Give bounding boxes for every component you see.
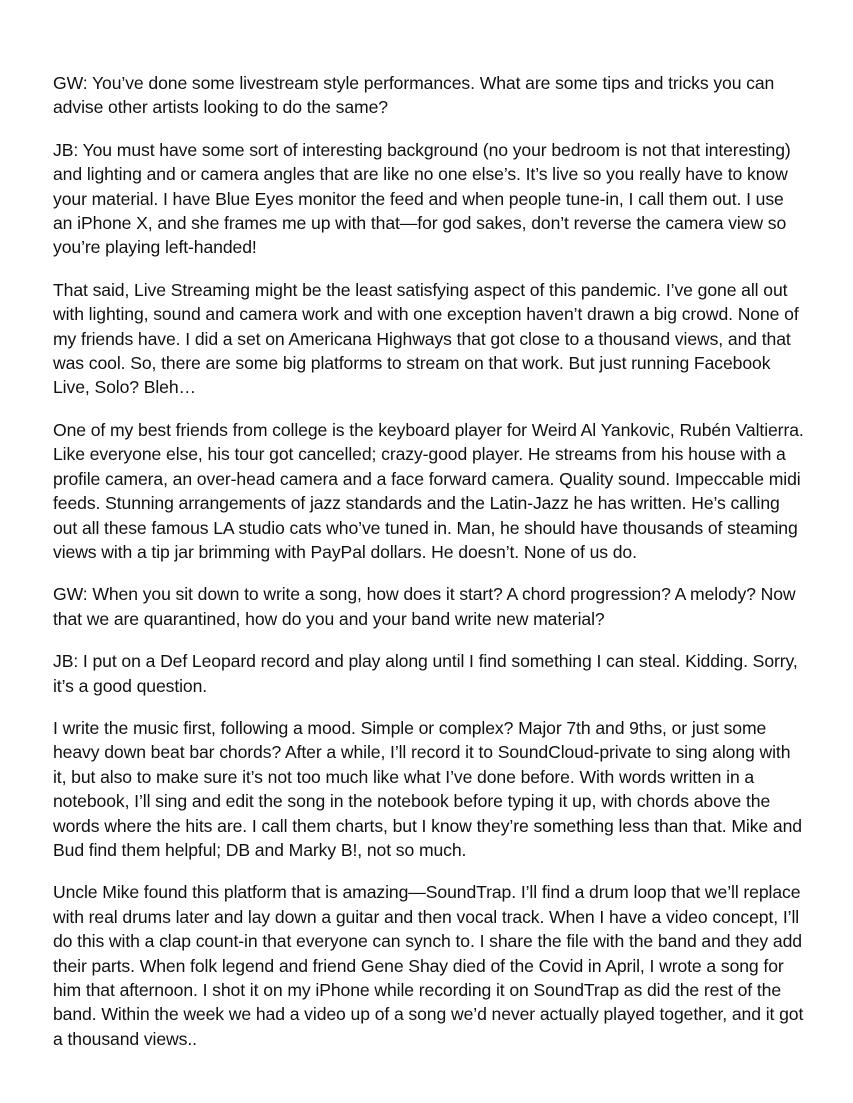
paragraph-jb-livestream-answer bbox=[53, 138, 805, 260]
paragraph-gw-livestream-question bbox=[53, 71, 805, 120]
speaker-label: GW: bbox=[53, 584, 88, 605]
speaker-label: JB: bbox=[53, 139, 79, 160]
paragraph-text: You must have some sort of interesting background (no your bedroom is not that interesting) and lighting and or camera angles that are like no one else’s. It’s live so you really have to know your material. I have Blue Eyes monitor the feed and when people tune-in, I call them out. I use an iPhone X, and she frames me up with that—for god sakes, don’t reverse the camera view so you’re playing left-handed! bbox=[53, 139, 791, 258]
paragraph-text: One of my best friends from college is the keyboard player for Weird Al Yankovic, Rubén Valtierra. Like everyone else, his tour got cancelled; crazy-good player. He streams from his house with a profile camera, an over-head camera and a face forward camera. Quality sound. Impeccable midi feeds. Stunning arrangements of jazz standards and the Latin-Jazz he has written. He’s calling out all these famous LA studio cats who’ve tuned in. Man, he should have thousands of steaming views with a tip jar brimming with PayPal dollars. He doesn’t. None of us do. bbox=[53, 419, 804, 562]
speaker-label: JB: bbox=[53, 651, 79, 672]
paragraph-text: That said, Live Streaming might be the least satisfying aspect of this pandemic. I’ve gone all out with lighting, sound and camera work and with one exception haven’t drawn a big crowd. None of my friends have. I did a set on Americana Highways that got close to a thousand views, and that was cool. So, there are some big platforms to stream on that work. But just running Facebook Live, Solo? Bleh… bbox=[53, 279, 799, 398]
interview-document bbox=[53, 71, 805, 1069]
paragraph-text: Uncle Mike found this platform that is amazing—SoundTrap. I’ll find a drum loop that we’ll replace with real drums later and lay down a guitar and then vocal track. When I have a video concept, I’ll do this with a clap count-in that everyone can synch to. I share the file with the band and they add their parts. When folk legend and friend Gene Shay died of the Covid in April, I wrote a song for him that afternoon. I shot it on my iPhone while recording it on SoundTrap as did the rest of the band. Within the week we had a video up of a song we’d never actually played together, and it got a thousand views.. bbox=[53, 882, 804, 1049]
paragraph-text: When you sit down to write a song, how does it start? A chord progression? A melody? Now that we are quarantined, how do you and your band write new material? bbox=[53, 584, 796, 629]
paragraph-jb-songwriting-answer bbox=[53, 649, 805, 698]
paragraph-text: I put on a Def Leopard record and play along until I find something I can steal. Kidding. Sorry, it’s a good question. bbox=[53, 651, 798, 696]
paragraph-soundtrap bbox=[53, 880, 805, 1051]
paragraph-music-first bbox=[53, 716, 805, 862]
paragraph-ruben-valtierra bbox=[53, 418, 805, 564]
paragraph-live-streaming-satisfaction bbox=[53, 278, 805, 400]
paragraph-gw-songwriting-question bbox=[53, 582, 805, 631]
speaker-label: GW: bbox=[53, 73, 88, 93]
paragraph-text: You’ve done some livestream style performances. What are some tips and tricks you can advise other artists looking to do the same? bbox=[53, 73, 775, 118]
paragraph-text: I write the music first, following a mood. Simple or complex? Major 7th and 9ths, or just some heavy down beat bar chords? After a while, I’ll record it to SoundCloud-private to sing along with it, but also to make sure it’s not too much like what I’ve done before. With words written in a notebook, I’ll sing and edit the song in the notebook before typing it up, with chords above the words where the hits are. I call them charts, but I know they’re something less than that. Mike and Bud find them helpful; DB and Marky B!, not so much. bbox=[53, 717, 802, 860]
